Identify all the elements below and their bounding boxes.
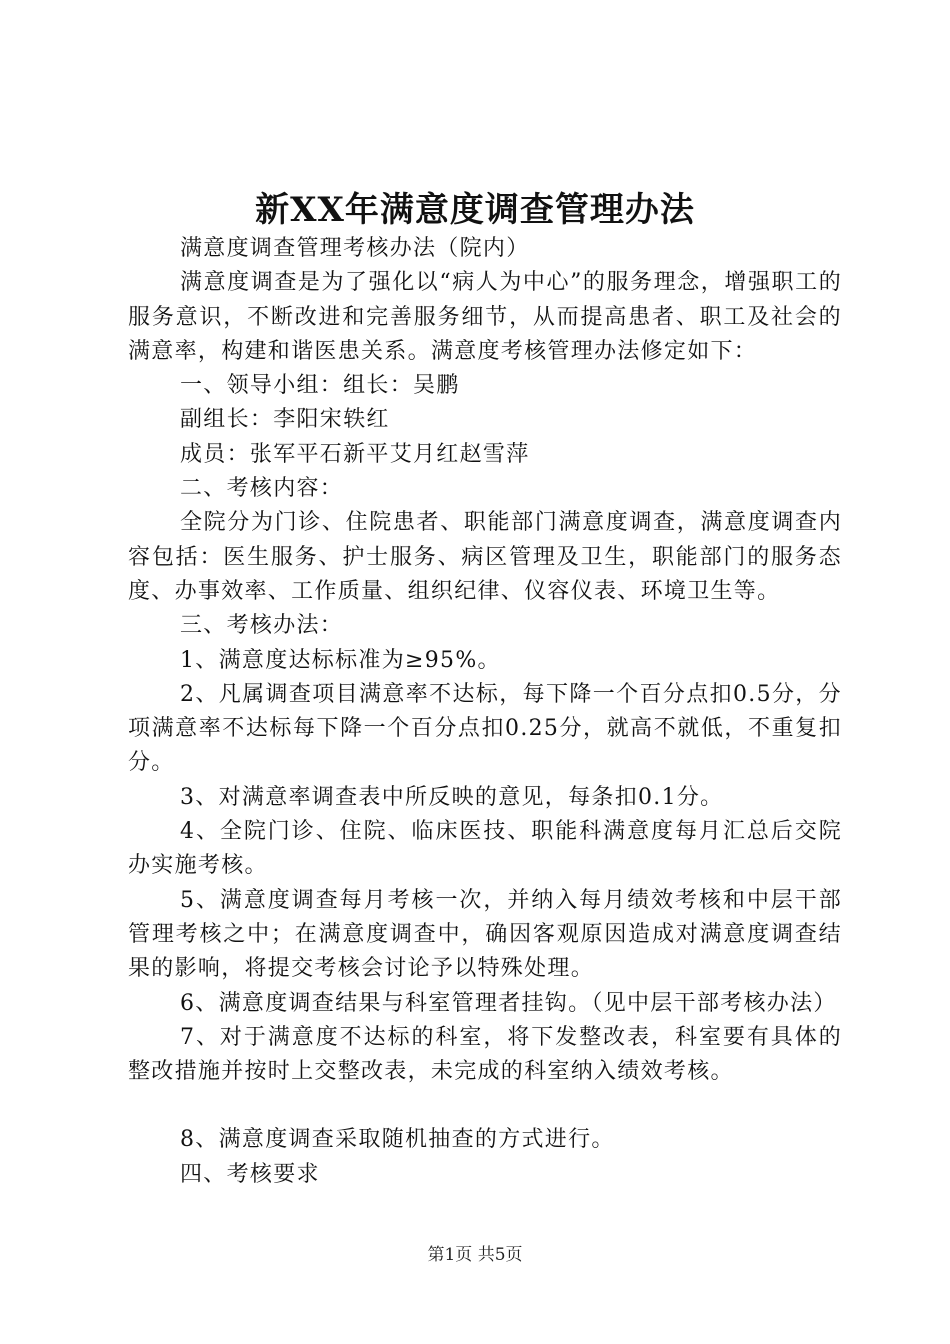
paragraph: 满意度调查是为了强化以“病人为中心”的服务理念，增强职工的服务意识，不断改进和完善服务细节，从而提高患者、职工及社会的满意率，构建和谐医患关系。满意度考核管理办法修定如下： <box>128 270 842 364</box>
paragraph: 一、领导小组：组长：吴鹏 <box>180 373 460 399</box>
paragraph: 全院分为门诊、住院患者、职能部门满意度调查，满意度调查内容包括：医生服务、护士服务、病区管理及卫生，职能部门的服务态度、办事效率、工作质量、组织纪律、仪容仪表、环境卫生等。 <box>128 510 842 604</box>
paragraph: 3、对满意率调查表中所反映的意见，每条扣0.1分。 <box>180 784 724 810</box>
paragraph: 8、满意度调查采取随机抽查的方式进行。 <box>180 1127 615 1153</box>
blank-line <box>128 1089 842 1123</box>
paragraph: 2、凡属调查项目满意率不达标，每下降一个百分点扣0.5分，分项满意率不达标每下降一个百分点扣0.25分，就高不就低，不重复扣分。 <box>128 681 842 776</box>
document-body <box>128 232 842 1192</box>
paragraph: 成员：张军平石新平艾月红赵雪萍 <box>180 441 530 467</box>
paragraph: 4、全院门诊、住院、临床医技、职能科满意度每月汇总后交院办实施考核。 <box>128 819 842 879</box>
page-footer: 第1页 共5页 <box>427 1245 523 1265</box>
paragraph: 二、考核内容： <box>180 476 344 502</box>
paragraph: 1、满意度达标标准为≥95%。 <box>180 647 501 673</box>
document-title: 新XX年满意度调查管理办法 <box>255 190 695 230</box>
paragraph: 6、满意度调查结果与科室管理者挂钩。（见中层干部考核办法） <box>180 990 837 1016</box>
paragraph: 7、对于满意度不达标的科室，将下发整改表，科室要有具体的整改措施并按时上交整改表，未完成的科室纳入绩效考核。 <box>128 1024 842 1085</box>
paragraph: 5、满意度调查每月考核一次，并纳入每月绩效考核和中层干部管理考核之中；在满意度调查中，确因客观原因造成对满意度调查结果的影响，将提交考核会讨论予以特殊处理。 <box>128 887 842 982</box>
paragraph: 三、考核办法： <box>180 613 344 639</box>
paragraph: 满意度调查管理考核办法（院内） <box>180 236 530 261</box>
paragraph: 四、考核要求 <box>180 1161 320 1187</box>
paragraph: 副组长：李阳宋轶红 <box>180 407 390 433</box>
